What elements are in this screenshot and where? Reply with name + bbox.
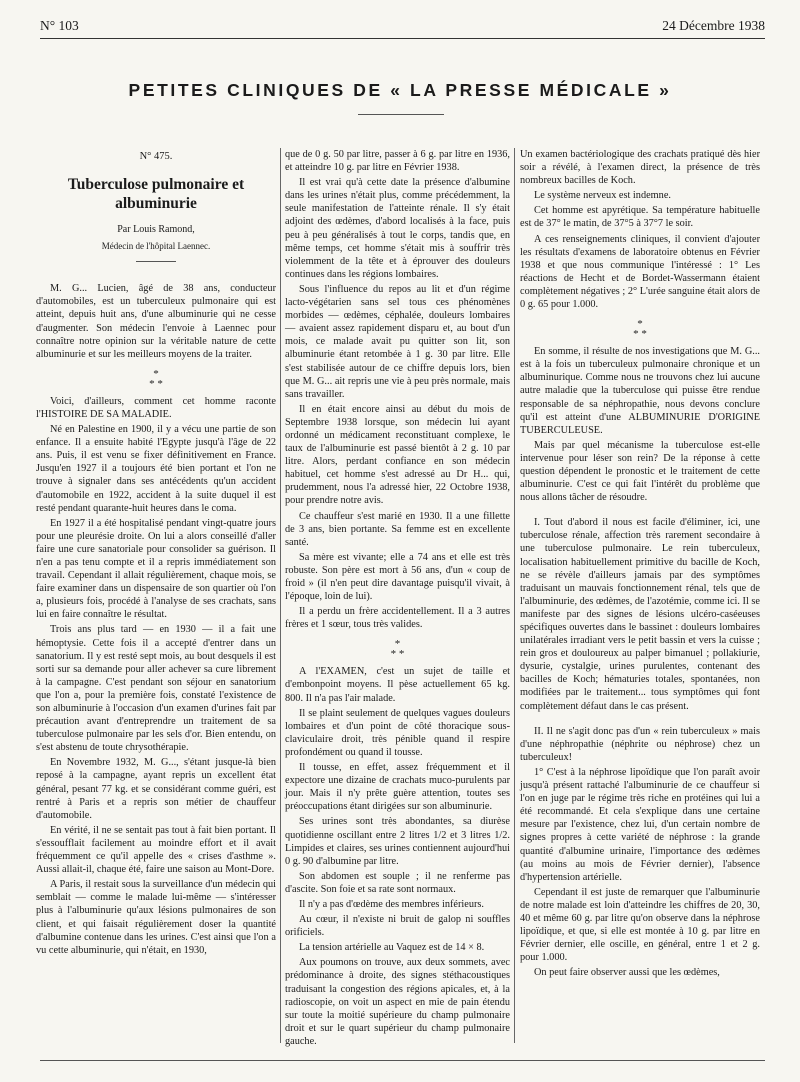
section-separator: * * *: [633, 318, 647, 341]
column-3: [520, 148, 760, 981]
paragraph: A Paris, il restait sous la surveillance d'un médecin qui semblait — comme le malade lui-même — s'intéresser plus à l'albuminurie qu'aux lésions pulmonaires de son client, et qui faisait régulièrement doser la quantité d'albumine contenue dans les urines. C'est ainsi que l'on a vu cette albuminurie, qui n'était, en 1930,: [36, 879, 276, 956]
paragraph: En 1927 il a été hospitalisé pendant vingt-quatre jours pour une pleurésie droite. On lui a alors conseillé d'aller faire une cure sanatoriale pour consolider sa guérison. Il n'en a pas tenu compte et il a repris immédiatement son travail. Cependant il allait régulièrement, chaque mois, se faire examiner dans un dispensaire de son quartier où l'on a, plusieurs fois, procédé à l'analyse de ses crachats, sans lui en faire connaître le résultat.: [36, 517, 276, 621]
paragraph: Trois ans plus tard — en 1930 — il a fait une hémoptysie. Cette fois il a accepté d'entrer dans un sanatorium. Il y est resté sept mois, au bout desquels il est sorti sur sa demande pour aller achever sa cure librement à la campagne. C'est pendant son séjour en sanatorium que l'on a, pour la première fois, constaté l'existence de son albuminurie à l'occasion d'un examen d'urines fait par précaution avant d'entreprendre un traitement de sa tuberculose pulmonaire par les sels d'or. Bien entendu, on s'est abstenu de toute chrysothérapie.: [36, 624, 276, 754]
paragraph: On peut faire observer aussi que les œdèmes,: [534, 967, 720, 979]
column-2: [285, 148, 510, 1050]
paragraph: Sa mère est vivante; elle a 74 ans et elle est très robuste. Son père est mort à 56 ans, d'un « coup de froid » (il n'en peut dire davantage puisqu'il vivait, à l'époque, loin de lui).: [285, 551, 510, 603]
paragraph: A ces renseignements cliniques, il convient d'ajouter les résultats d'examens de laboratoire obtenus en Février 1938 et que nous communique l'intéressé : 1° Les réactions de Hecht et de Bordet-Wassermann étaient complètement négatives ; 2° L'urée sanguine était alors de 0 g. 65 pour 1.000.: [520, 233, 760, 311]
paragraph: Ce chauffeur s'est marié en 1930. Il a une fillette de 3 ans, bien portante. Sa femme est en excellente santé.: [285, 510, 510, 548]
paragraph: Un examen bactériologique des crachats pratiqué dès hier soir a révélé, à l'examen direct, la présence de très nombreux bacilles de Koch.: [520, 149, 760, 187]
paragraph: La tension artérielle au Vaquez est de 14 × 8.: [299, 942, 485, 954]
article-author: Par Louis Ramond,: [117, 224, 195, 236]
paragraph: En vérité, il ne se sentait pas tout à fait bien portant. Il s'essoufflait facilement au moindre effort et il avait fréquemment ce qu'il appelle des « crises d'asthme ». Aussi allait-il, chaque été, faire une saison au Mont-Dore.: [36, 824, 276, 876]
section-separator: * * *: [149, 367, 163, 390]
footer-rule: [40, 1060, 765, 1061]
paragraph: Aux poumons on trouve, aux deux sommets, avec prédominance à droite, des signes stéthacoustiques traduisant la congestion des régions apicales, et, à la radioscopie, on voit un aspect en mie de pain étendu sur toute la moitié supérieure du champ pulmonaire droit et sur le quart supérieur du champ pulmonaire gauche.: [285, 957, 510, 1047]
paragraph: Ses urines sont très abondantes, sa diurèse quotidienne oscillant entre 2 litres 1/2 et 3 litres 1/2. Limpides et claires, ses urines contiennent aujourd'hui 0 g. 90 d'albumine par litre.: [285, 816, 510, 867]
paragraph: M. G... Lucien, âgé de 38 ans, conducteur d'automobiles, est un tuberculeux pulmonaire qui est atteint, depuis huit ans, d'une albuminurie qui ne cesse d'augmenter. Son médecin l'envoie à Laennec pour connaître notre opinion sur la véritable nature de cette albuminurie et sur les meilleurs moyens de la traiter.: [36, 283, 276, 360]
paragraph: Il a perdu un frère accidentellement. Il a 3 autres frères et 1 sœur, tous très valides.: [285, 606, 510, 631]
paragraph: Il se plaint seulement de quelques vagues douleurs lombaires et d'un point de côté thoracique sous-claviculaire droit, très pénible quand il respire profondément ou quand il tousse.: [285, 707, 510, 758]
paragraph: En Novembre 1932, M. G..., s'étant jusque-là bien reposé à la campagne, ayant repris un excellent état général, pesant 77 kg. et se considérant comme guéri, est rentré à Paris et a repris son métier de chauffeur d'automobile.: [36, 757, 276, 821]
column-1: [36, 148, 276, 959]
column-divider: [280, 148, 281, 1043]
paragraph: II. Il ne s'agit donc pas d'un « rein tuberculeux » mais d'une néphropathie (néphrite ou néphrose) chez un tuberculeux!: [520, 725, 760, 763]
section-separator: * * *: [390, 638, 405, 661]
paragraph: Au cœur, il n'existe ni bruit de galop ni souffles orificiels.: [285, 914, 510, 939]
issue-number: N° 103: [40, 18, 79, 33]
paragraph: En somme, il résulte de nos investigations que M. G... est à la fois un tuberculeux pulmonaire chronique et un albuminurique. Comme nous ne trouvons chez lui aucune autre maladie que la tuberculose qui puisse être rendue responsable de sa néphropathie, nous devons conclure qu'il est atteint d'une ALBUMINURIE D'ORIGINE TUBERCULEUSE.: [520, 346, 760, 436]
author-affiliation: Médecin de l'hôpital Laennec.: [101, 241, 211, 252]
article-number: N° 475.: [139, 151, 173, 162]
paragraph: I. Tout d'abord il nous est facile d'éliminer, ici, une tuberculose rénale, affection très rarement secondaire à une tuberculose pulmonaire. Le rein tuberculeux, localisation habituellement primitive du bacille de Koch, ne se révèle d'ailleurs jamais par des symptômes traduisant un mauvais fonctionnement rénal, tels que de l'albuminurie, des œdèmes, de l'azotémie, comme ici. Il se manifeste par des signes de lésions ulcéro-caséeuses spécifiques ouvertes dans le bassinet : douleurs lombaires unilatérales irradiant vers le petit bassin et vers la cuisse ; rein gros et douloureux au palper bimanuel ; pollakiurie, dysurie, cystalgie, urines purulentes, contenant des bacilles de Koch; hématuries totales, spontanées, non modifiées par le traitement... tous symptômes qui font complètement défaut dans le cas présent.: [520, 517, 760, 712]
paragraph: Né en Palestine en 1900, il y a vécu une partie de son enfance. Il a ensuite habité l'Egypte jusqu'à l'âge de 22 ans. Puis, il est venu se fixer définitivement en France. Jusqu'en 1927 il a toujours été bien portant et l'on ne trouve à signaler dans ses antécédents qu'un accident d'automobile en 1922, accident à la suite duquel il est resté pendant quarante-huit heures dans le coma.: [36, 424, 276, 514]
journal-title: PETITES CLINIQUES DE « LA PRESSE MÉDICALE »: [128, 80, 672, 100]
article-title: Tuberculose pulmonaire et albuminurie: [67, 176, 245, 213]
byline-divider: [136, 261, 176, 262]
paragraph: Il tousse, en effet, assez fréquemment et il expectore une dizaine de crachats muco-purulents par jour. Mais il n'y prête guère attention, toutes ses préoccupations étant dirigées sur son albuminurie.: [285, 762, 510, 813]
paragraph: que de 0 g. 50 par litre, passer à 6 g. par litre en 1936, et atteindre 10 g. par litre en Février 1938.: [285, 149, 510, 174]
paragraph: Il en était encore ainsi au début du mois de Septembre 1938 lorsque, son médecin lui ayant ordonné un médicament reconstituant complexe, le taux de l'albuminurie est passé bientôt à 2 g. 10 par litre. Alors, perdant confiance en son médecin habituel, cet homme s'est adressé au Dr H... qui, prudemment, nous l'a adressé hier, 22 Octobre 1938, pour prendre notre avis.: [285, 403, 510, 507]
title-divider: [358, 114, 444, 115]
paragraph: Cependant il est juste de remarquer que l'albuminurie de notre malade est loin d'atteindre les chiffres de 20, 30, 40 et même 60 g. par litre qu'on observe dans la néphrose lipoïdique, et que, si elle est montée à 10 g. par litre en Février dernier, elle oscille, en général, entre 1 et 2 g. pour 1.000.: [520, 886, 760, 964]
paragraph: Voici, d'ailleurs, comment cet homme raconte l'HISTOIRE DE SA MALADIE.: [36, 395, 276, 420]
page-header: [40, 16, 765, 39]
paragraph: Son abdomen est souple ; il ne renferme pas d'ascite. Son foie et sa rate sont normaux.: [285, 870, 510, 895]
paragraph: Mais par quel mécanisme la tuberculose est-elle intervenue pour léser son rein? De la réponse à cette question dépendent le pronostic et le traitement de cette albuminurie. C'est ce qui fait l'intérêt du problème que nous allons tâcher de résoudre.: [520, 439, 760, 504]
paragraph: Cet homme est apyrétique. Sa température habituelle est de 37° le matin, de 37°5 à 37°7 le soir.: [520, 205, 760, 230]
paragraph: Sous l'influence du repos au lit et d'un régime lacto-végétarien sans sel tous ces phénomènes morbides — œdèmes, céphalée, douleurs lombaires — avaient assez rapidement disparu et, au bout d'un mois, ce malade avait pu quitter son lit, son albuminurie étant retombée à 1 g. 30 par litre. Elle s'est stabilisée autour de ce chiffre depuis lors, bien que M. G... ait repris une vie à peu près normale, mais sans travailler.: [285, 283, 510, 400]
paragraph: Le système nerveux est indemne.: [534, 190, 671, 202]
column-divider: [514, 148, 515, 1043]
issue-date: 24 Décembre 1938: [662, 18, 765, 33]
paragraph: 1° C'est à la néphrose lipoïdique que l'on paraît avoir jusqu'à présent rattaché l'albuminurie de ce chauffeur si l'on en juge par le régime très riche en protéines qui lui a été recommandé. Et cela s'explique dans une certaine mesure par l'existence, chez lui, d'un certain nombre de signes propres à cette variété de néphrose : la grande quantité d'albumine urinaire, l'importance des œdèmes (au moins au mois de Février dernier), l'absence d'hypertension artérielle.: [520, 766, 760, 883]
paragraph: Il est vrai qu'à cette date la présence d'albumine dans les urines n'était plus, comme précédemment, la seule manifestation de l'atteinte rénale. Il s'y était adjoint des œdèmes, d'abord localisés à la face, puis peu à peu généralisés à tout le corps, tandis que, en même temps, cet homme s'était mis à souffrir très violemment de la tête et à éprouver des douleurs continues dans les régions lombaires.: [285, 177, 510, 280]
paragraph: A l'EXAMEN, c'est un sujet de taille et d'embonpoint moyens. Il pèse actuellement 65 kg. 800. Il n'a pas l'air malade.: [285, 666, 510, 704]
paragraph: Il n'y a pas d'œdème des membres inférieurs.: [299, 898, 484, 910]
